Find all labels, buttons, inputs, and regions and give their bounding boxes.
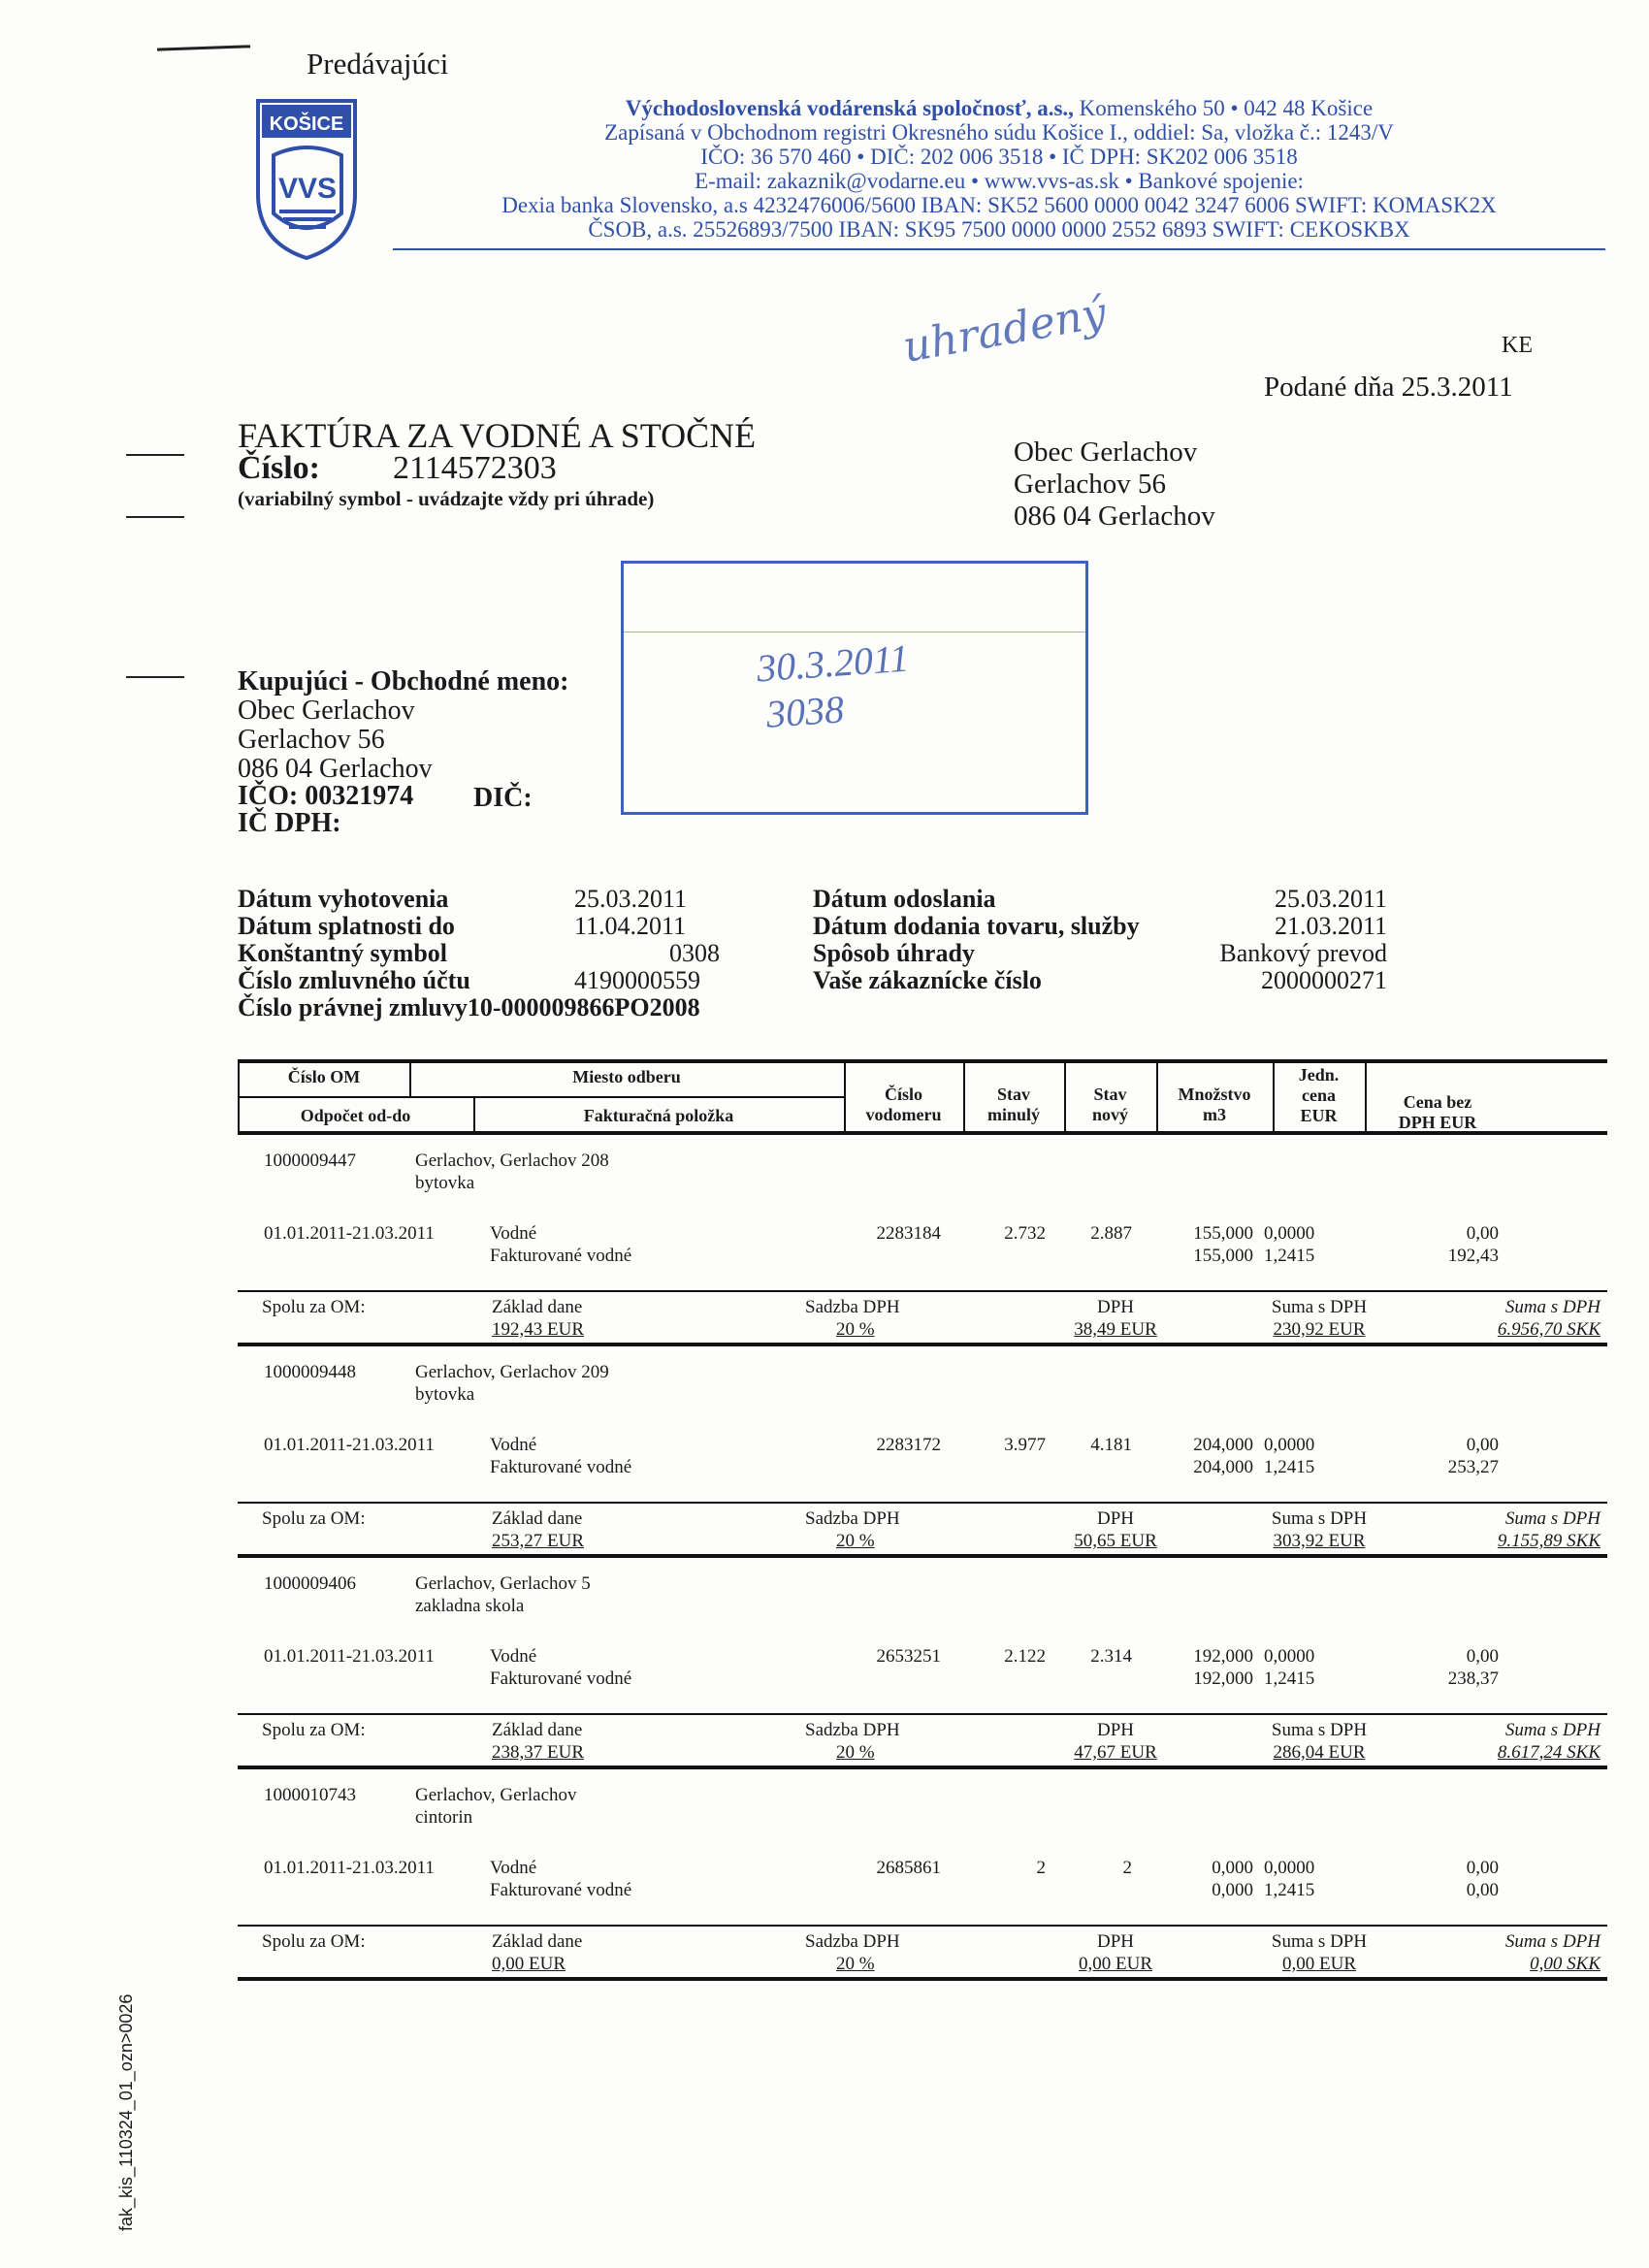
- entry-end-divider: [238, 1766, 1607, 1769]
- summary-divider: [238, 1713, 1607, 1715]
- fold-mark: [126, 454, 184, 456]
- handwritten-date: 30.3.2011: [755, 635, 911, 691]
- item-name: Fakturované vodné: [490, 1669, 632, 1689]
- summary-total-skk: 6.956,70 SKK: [1497, 1319, 1600, 1340]
- summary-label: Spolu za OM:: [262, 1297, 366, 1317]
- header-divider: [393, 248, 1605, 250]
- col-novy: Stav nový: [1091, 1085, 1128, 1124]
- meter-point-place-detail: bytovka: [415, 1173, 475, 1193]
- company-contact: E-mail: zakaznik@vodarne.eu • www.vvs-as.sk • Bankové spojenie:: [695, 169, 1304, 193]
- quantity: 192,000: [1193, 1646, 1253, 1667]
- summary-base-label: Základ dane: [492, 1508, 583, 1529]
- date-value: 2000000271: [1261, 966, 1387, 994]
- company-logo: [254, 97, 361, 262]
- summary-base: 192,43 EUR: [492, 1319, 584, 1340]
- col-cislo-om: Číslo OM: [287, 1067, 361, 1086]
- item-name: Fakturované vodné: [490, 1457, 632, 1477]
- unit-price: 1,2415: [1264, 1457, 1315, 1477]
- summary-base: 253,27 EUR: [492, 1531, 584, 1551]
- reading-previous: 3.977: [1004, 1435, 1046, 1455]
- summary-total-skk: 8.617,24 SKK: [1497, 1742, 1600, 1763]
- summary-vat: 50,65 EUR: [1074, 1531, 1157, 1551]
- item-name: Fakturované vodné: [490, 1880, 632, 1900]
- entry-end-divider: [238, 1554, 1607, 1558]
- unit-price: 0,0000: [1264, 1858, 1315, 1878]
- recipient-line: Gerlachov 56: [1014, 469, 1167, 500]
- summary-total: 286,04 EUR: [1273, 1742, 1366, 1763]
- billing-period: 01.01.2011-21.03.2011: [264, 1858, 435, 1878]
- quantity: 192,000: [1193, 1669, 1253, 1689]
- unit-price: 1,2415: [1264, 1246, 1315, 1266]
- submitted-date: Podané dňa 25.3.2011: [1264, 372, 1513, 403]
- summary-vat: 47,67 EUR: [1074, 1742, 1157, 1763]
- meter-point-place: Gerlachov, Gerlachov: [415, 1785, 577, 1805]
- buyer-label: Kupujúci - Obchodné meno:: [238, 666, 569, 697]
- summary-vat-label: DPH: [1096, 1297, 1134, 1317]
- summary-total-label: Suma s DPH: [1271, 1508, 1368, 1529]
- date-value: 4190000559: [574, 966, 700, 994]
- meter-number: 2685861: [876, 1858, 941, 1878]
- reading-new: 2.314: [1090, 1646, 1132, 1667]
- summary-base: 0,00 EUR: [492, 1954, 566, 1974]
- company-ids: IČO: 36 570 460 • DIČ: 202 006 3518 • IČ DPH: SK202 006 3518: [700, 145, 1298, 169]
- meter-point-place-detail: bytovka: [415, 1384, 475, 1405]
- reading-new: 2: [1122, 1858, 1132, 1878]
- meter-point-place-detail: cintorin: [415, 1807, 473, 1828]
- company-bank1: Dexia banka Slovensko, a.s 4232476006/5600 IBAN: SK52 5600 0000 0042 3247 6006 SWIFT: KOMASK2X: [501, 193, 1497, 217]
- unit-price: 0,0000: [1264, 1646, 1315, 1667]
- seller-label: Predávajúci: [307, 47, 449, 81]
- payment-stamp: [621, 561, 1088, 815]
- date-value: 21.03.2011: [1274, 912, 1387, 940]
- svg-text:KOŠICE: KOŠICE: [269, 113, 344, 135]
- summary-rate-label: Sadzba DPH: [805, 1931, 900, 1952]
- fold-mark: [126, 676, 184, 678]
- date-label: Dátum vyhotovenia: [238, 885, 449, 913]
- date-value: 25.03.2011: [1274, 885, 1387, 913]
- col-odpocet: Odpočet od-do: [300, 1106, 411, 1125]
- reading-previous: 2.732: [1004, 1223, 1046, 1244]
- col-jedn-cena: Jedn. cena EUR: [1298, 1065, 1340, 1125]
- meter-number: 2653251: [876, 1646, 941, 1667]
- date-label: Vaše zákaznícke číslo: [813, 966, 1042, 994]
- meter-point-id: 1000009448: [264, 1362, 356, 1382]
- summary-rate: 20 %: [836, 1531, 875, 1551]
- buyer-line: 086 04 Gerlachov: [238, 754, 433, 784]
- invoice-number: 2114572303: [393, 450, 557, 486]
- company-bank2: ČSOB, a.s. 25526893/7500 IBAN: SK95 7500 0000 0000 2552 6893 SWIFT: CEKOSKBX: [588, 217, 1410, 242]
- item-name: Fakturované vodné: [490, 1246, 632, 1266]
- buyer-line: Gerlachov 56: [238, 725, 385, 755]
- item-name: Vodné: [490, 1435, 537, 1455]
- summary-base-label: Základ dane: [492, 1931, 583, 1952]
- summary-total-label: Suma s DPH: [1271, 1931, 1368, 1952]
- handwritten-number: 3038: [764, 687, 846, 736]
- summary-total-skk-label: Suma s DPH: [1504, 1297, 1600, 1317]
- price-without-vat: 0,00: [1466, 1435, 1499, 1455]
- fold-mark: [126, 516, 184, 518]
- col-vodomer: Číslo vodomeru: [865, 1085, 942, 1124]
- summary-divider: [238, 1925, 1607, 1927]
- summary-divider: [238, 1502, 1607, 1504]
- contract-number: Číslo právnej zmluvy10-000009866PO2008: [238, 993, 700, 1021]
- summary-rate: 20 %: [836, 1954, 875, 1974]
- buyer-line: Obec Gerlachov: [238, 696, 415, 726]
- price-without-vat: 192,43: [1447, 1246, 1499, 1266]
- quantity: 204,000: [1193, 1457, 1253, 1477]
- summary-label: Spolu za OM:: [262, 1720, 366, 1740]
- item-name: Vodné: [490, 1223, 537, 1244]
- company-register: Zapísaná v Obchodnom registri Okresného súdu Košice I., oddiel: Sa, vložka č.: 1243/V: [604, 120, 1394, 145]
- reading-new: 4.181: [1090, 1435, 1132, 1455]
- meter-number: 2283172: [876, 1435, 941, 1455]
- svg-text:VVS: VVS: [277, 173, 338, 205]
- summary-total-skk-label: Suma s DPH: [1504, 1931, 1600, 1952]
- quantity: 155,000: [1193, 1246, 1253, 1266]
- price-without-vat: 0,00: [1466, 1858, 1499, 1878]
- invoice-title: FAKTÚRA ZA VODNÉ A STOČNÉ: [238, 416, 757, 455]
- invoice-number-label: Číslo:: [238, 450, 320, 486]
- summary-total: 0,00 EUR: [1282, 1954, 1356, 1974]
- summary-rate-label: Sadzba DPH: [805, 1720, 900, 1740]
- reading-new: 2.887: [1090, 1223, 1132, 1244]
- summary-vat-label: DPH: [1096, 1931, 1134, 1952]
- unit-price: 1,2415: [1264, 1669, 1315, 1689]
- meter-point-id: 1000009406: [264, 1573, 356, 1594]
- buyer-icdph: IČ DPH:: [238, 808, 341, 838]
- summary-total: 230,92 EUR: [1273, 1319, 1366, 1340]
- summary-rate-label: Sadzba DPH: [805, 1297, 900, 1317]
- meter-point-place: Gerlachov, Gerlachov 209: [415, 1362, 609, 1382]
- summary-vat: 0,00 EUR: [1079, 1954, 1152, 1974]
- company-header-line1: Východoslovenská vodárenská spoločnosť, a.s., Komenského 50 • 042 48 Košice: [625, 96, 1374, 120]
- date-label: Dátum dodania tovaru, služby: [813, 912, 1140, 940]
- billing-period: 01.01.2011-21.03.2011: [264, 1646, 435, 1667]
- billing-period: 01.01.2011-21.03.2011: [264, 1223, 435, 1244]
- reading-previous: 2: [1036, 1858, 1046, 1878]
- summary-vat-label: DPH: [1096, 1508, 1134, 1529]
- price-without-vat: 0,00: [1466, 1880, 1499, 1900]
- region-code: KE: [1502, 333, 1533, 358]
- summary-vat-label: DPH: [1096, 1720, 1134, 1740]
- summary-total-skk: 9.155,89 SKK: [1497, 1531, 1600, 1551]
- summary-total-label: Suma s DPH: [1271, 1297, 1368, 1317]
- date-value: 11.04.2011: [574, 912, 687, 940]
- price-without-vat: 0,00: [1466, 1646, 1499, 1667]
- unit-price: 1,2415: [1264, 1880, 1315, 1900]
- col-miesto: Miesto odberu: [572, 1067, 681, 1086]
- scan-mark: [157, 45, 250, 50]
- summary-total: 303,92 EUR: [1273, 1531, 1366, 1551]
- summary-base-label: Základ dane: [492, 1720, 583, 1740]
- summary-rate: 20 %: [836, 1319, 875, 1340]
- price-without-vat: 238,37: [1447, 1669, 1499, 1689]
- date-label: Dátum splatnosti do: [238, 912, 455, 940]
- summary-total-skk-label: Suma s DPH: [1504, 1508, 1600, 1529]
- date-label: Číslo zmluvného účtu: [238, 966, 470, 994]
- item-name: Vodné: [490, 1858, 537, 1878]
- quantity: 0,000: [1212, 1858, 1253, 1878]
- summary-base: 238,37 EUR: [492, 1742, 584, 1763]
- price-without-vat: 253,27: [1447, 1457, 1499, 1477]
- summary-rate-label: Sadzba DPH: [805, 1508, 900, 1529]
- handwritten-note: uhradený: [899, 288, 1111, 373]
- meter-point-id: 1000009447: [264, 1150, 356, 1171]
- col-cena-bez-dph: Cena bez DPH EUR: [1398, 1092, 1477, 1132]
- date-value: 25.03.2011: [574, 885, 688, 913]
- meter-point-place-detail: zakladna skola: [415, 1596, 525, 1616]
- entry-end-divider: [238, 1343, 1607, 1346]
- summary-rate: 20 %: [836, 1742, 875, 1763]
- meter-number: 2283184: [876, 1223, 941, 1244]
- col-polozka: Fakturačná položka: [583, 1106, 734, 1125]
- side-document-code: fak_kis_110324_01_ozn>0026: [116, 1993, 136, 2231]
- reading-previous: 2.122: [1004, 1646, 1046, 1667]
- meter-point-place: Gerlachov, Gerlachov 208: [415, 1150, 609, 1171]
- recipient-line: Obec Gerlachov: [1014, 437, 1198, 468]
- col-mnozstvo: Množstvo m3: [1178, 1085, 1251, 1124]
- quantity: 155,000: [1193, 1223, 1253, 1244]
- date-label: Spôsob úhrady: [813, 939, 975, 967]
- recipient-line: 086 04 Gerlachov: [1014, 501, 1215, 532]
- summary-label: Spolu za OM:: [262, 1508, 366, 1529]
- date-label: Dátum odoslania: [813, 885, 996, 913]
- quantity: 0,000: [1212, 1880, 1253, 1900]
- date-value: Bankový prevod: [1219, 939, 1387, 967]
- summary-total-skk-label: Suma s DPH: [1504, 1720, 1600, 1740]
- summary-base-label: Základ dane: [492, 1297, 583, 1317]
- item-name: Vodné: [490, 1646, 537, 1667]
- meter-point-place: Gerlachov, Gerlachov 5: [415, 1573, 591, 1594]
- summary-total-skk: 0,00 SKK: [1530, 1954, 1600, 1974]
- summary-divider: [238, 1290, 1607, 1292]
- buyer-ico: IČO: 00321974: [238, 781, 414, 811]
- date-label: Konštantný symbol: [238, 939, 447, 967]
- entry-end-divider: [238, 1977, 1607, 1981]
- unit-price: 0,0000: [1264, 1223, 1315, 1244]
- billing-period: 01.01.2011-21.03.2011: [264, 1435, 435, 1455]
- quantity: 204,000: [1193, 1435, 1253, 1455]
- summary-label: Spolu za OM:: [262, 1931, 366, 1952]
- meter-point-id: 1000010743: [264, 1785, 356, 1805]
- summary-total-label: Suma s DPH: [1271, 1720, 1368, 1740]
- col-minuly: Stav minulý: [986, 1085, 1041, 1124]
- unit-price: 0,0000: [1264, 1435, 1315, 1455]
- date-value: 0308: [669, 939, 720, 967]
- buyer-dic: DIČ:: [473, 783, 533, 813]
- summary-vat: 38,49 EUR: [1074, 1319, 1157, 1340]
- variable-symbol-note: (variabilný symbol - uvádzajte vždy pri úhrade): [238, 487, 655, 510]
- price-without-vat: 0,00: [1466, 1223, 1499, 1244]
